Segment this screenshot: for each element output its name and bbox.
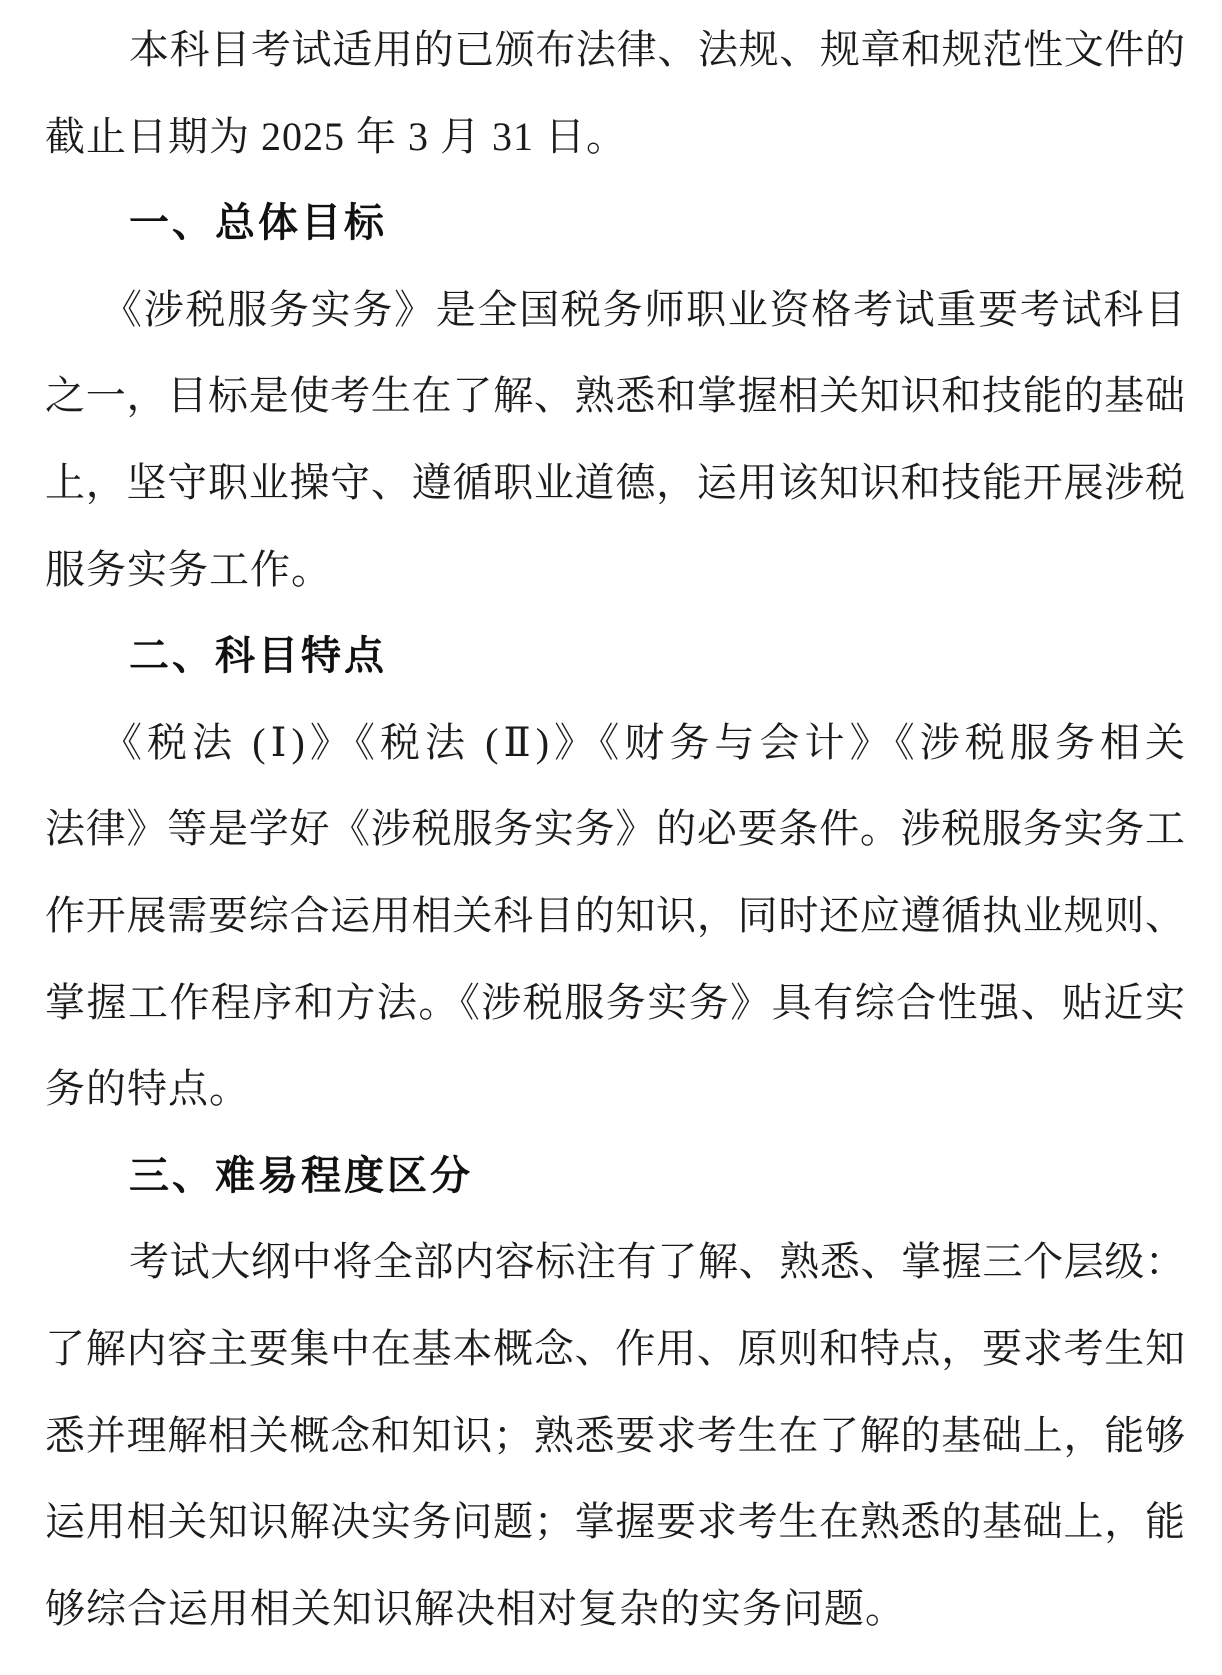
section-heading-2: 二、科目特点 — [129, 634, 387, 679]
paragraph-line: 上，坚守职业操守、遵循职业道德，运用该知识和技能开展涉税 — [45, 459, 1185, 505]
paragraph-line: 《涉税服务实务》是全国税务师职业资格考试重要考试科目 — [102, 286, 1185, 332]
paragraph-line: 截止日期为 2025 年 3 月 31 日。 — [45, 113, 627, 159]
section-heading-3: 三、难易程度区分 — [129, 1153, 473, 1198]
paragraph-line: 悉并理解相关概念和知识；熟悉要求考生在了解的基础上，能够 — [45, 1412, 1185, 1458]
paragraph-line: 法律》等是学好《涉税服务实务》的必要条件。涉税服务实务工 — [45, 806, 1185, 852]
paragraph-line: 务的特点。 — [45, 1066, 250, 1112]
section-heading-1: 一、总体目标 — [129, 201, 387, 246]
paragraph-line: 够综合运用相关知识解决相对复杂的实务问题。 — [45, 1585, 906, 1631]
paragraph-line: 本科目考试适用的已颁布法律、法规、规章和规范性文件的 — [129, 27, 1185, 72]
paragraph-line: 运用相关知识解决实务问题；掌握要求考生在熟悉的基础上，能 — [45, 1499, 1185, 1545]
paragraph-line: 作开展需要综合运用相关科目的知识，同时还应遵循执业规则、 — [45, 892, 1185, 938]
paragraph-line: 了解内容主要集中在基本概念、作用、原则和特点，要求考生知 — [45, 1325, 1185, 1371]
paragraph-line: 《税法 (Ⅰ)》《税法 (Ⅱ)》《财务与会计》《涉税服务相关 — [102, 719, 1185, 765]
paragraph-line: 考试大纲中将全部内容标注有了解、熟悉、掌握三个层级： — [129, 1239, 1185, 1285]
paragraph-line: 掌握工作程序和方法。《涉税服务实务》具有综合性强、贴近实 — [45, 979, 1185, 1025]
paragraph-line: 之一，目标是使考生在了解、熟悉和掌握相关知识和技能的基础 — [45, 373, 1185, 419]
paragraph-line: 服务实务工作。 — [45, 546, 332, 592]
